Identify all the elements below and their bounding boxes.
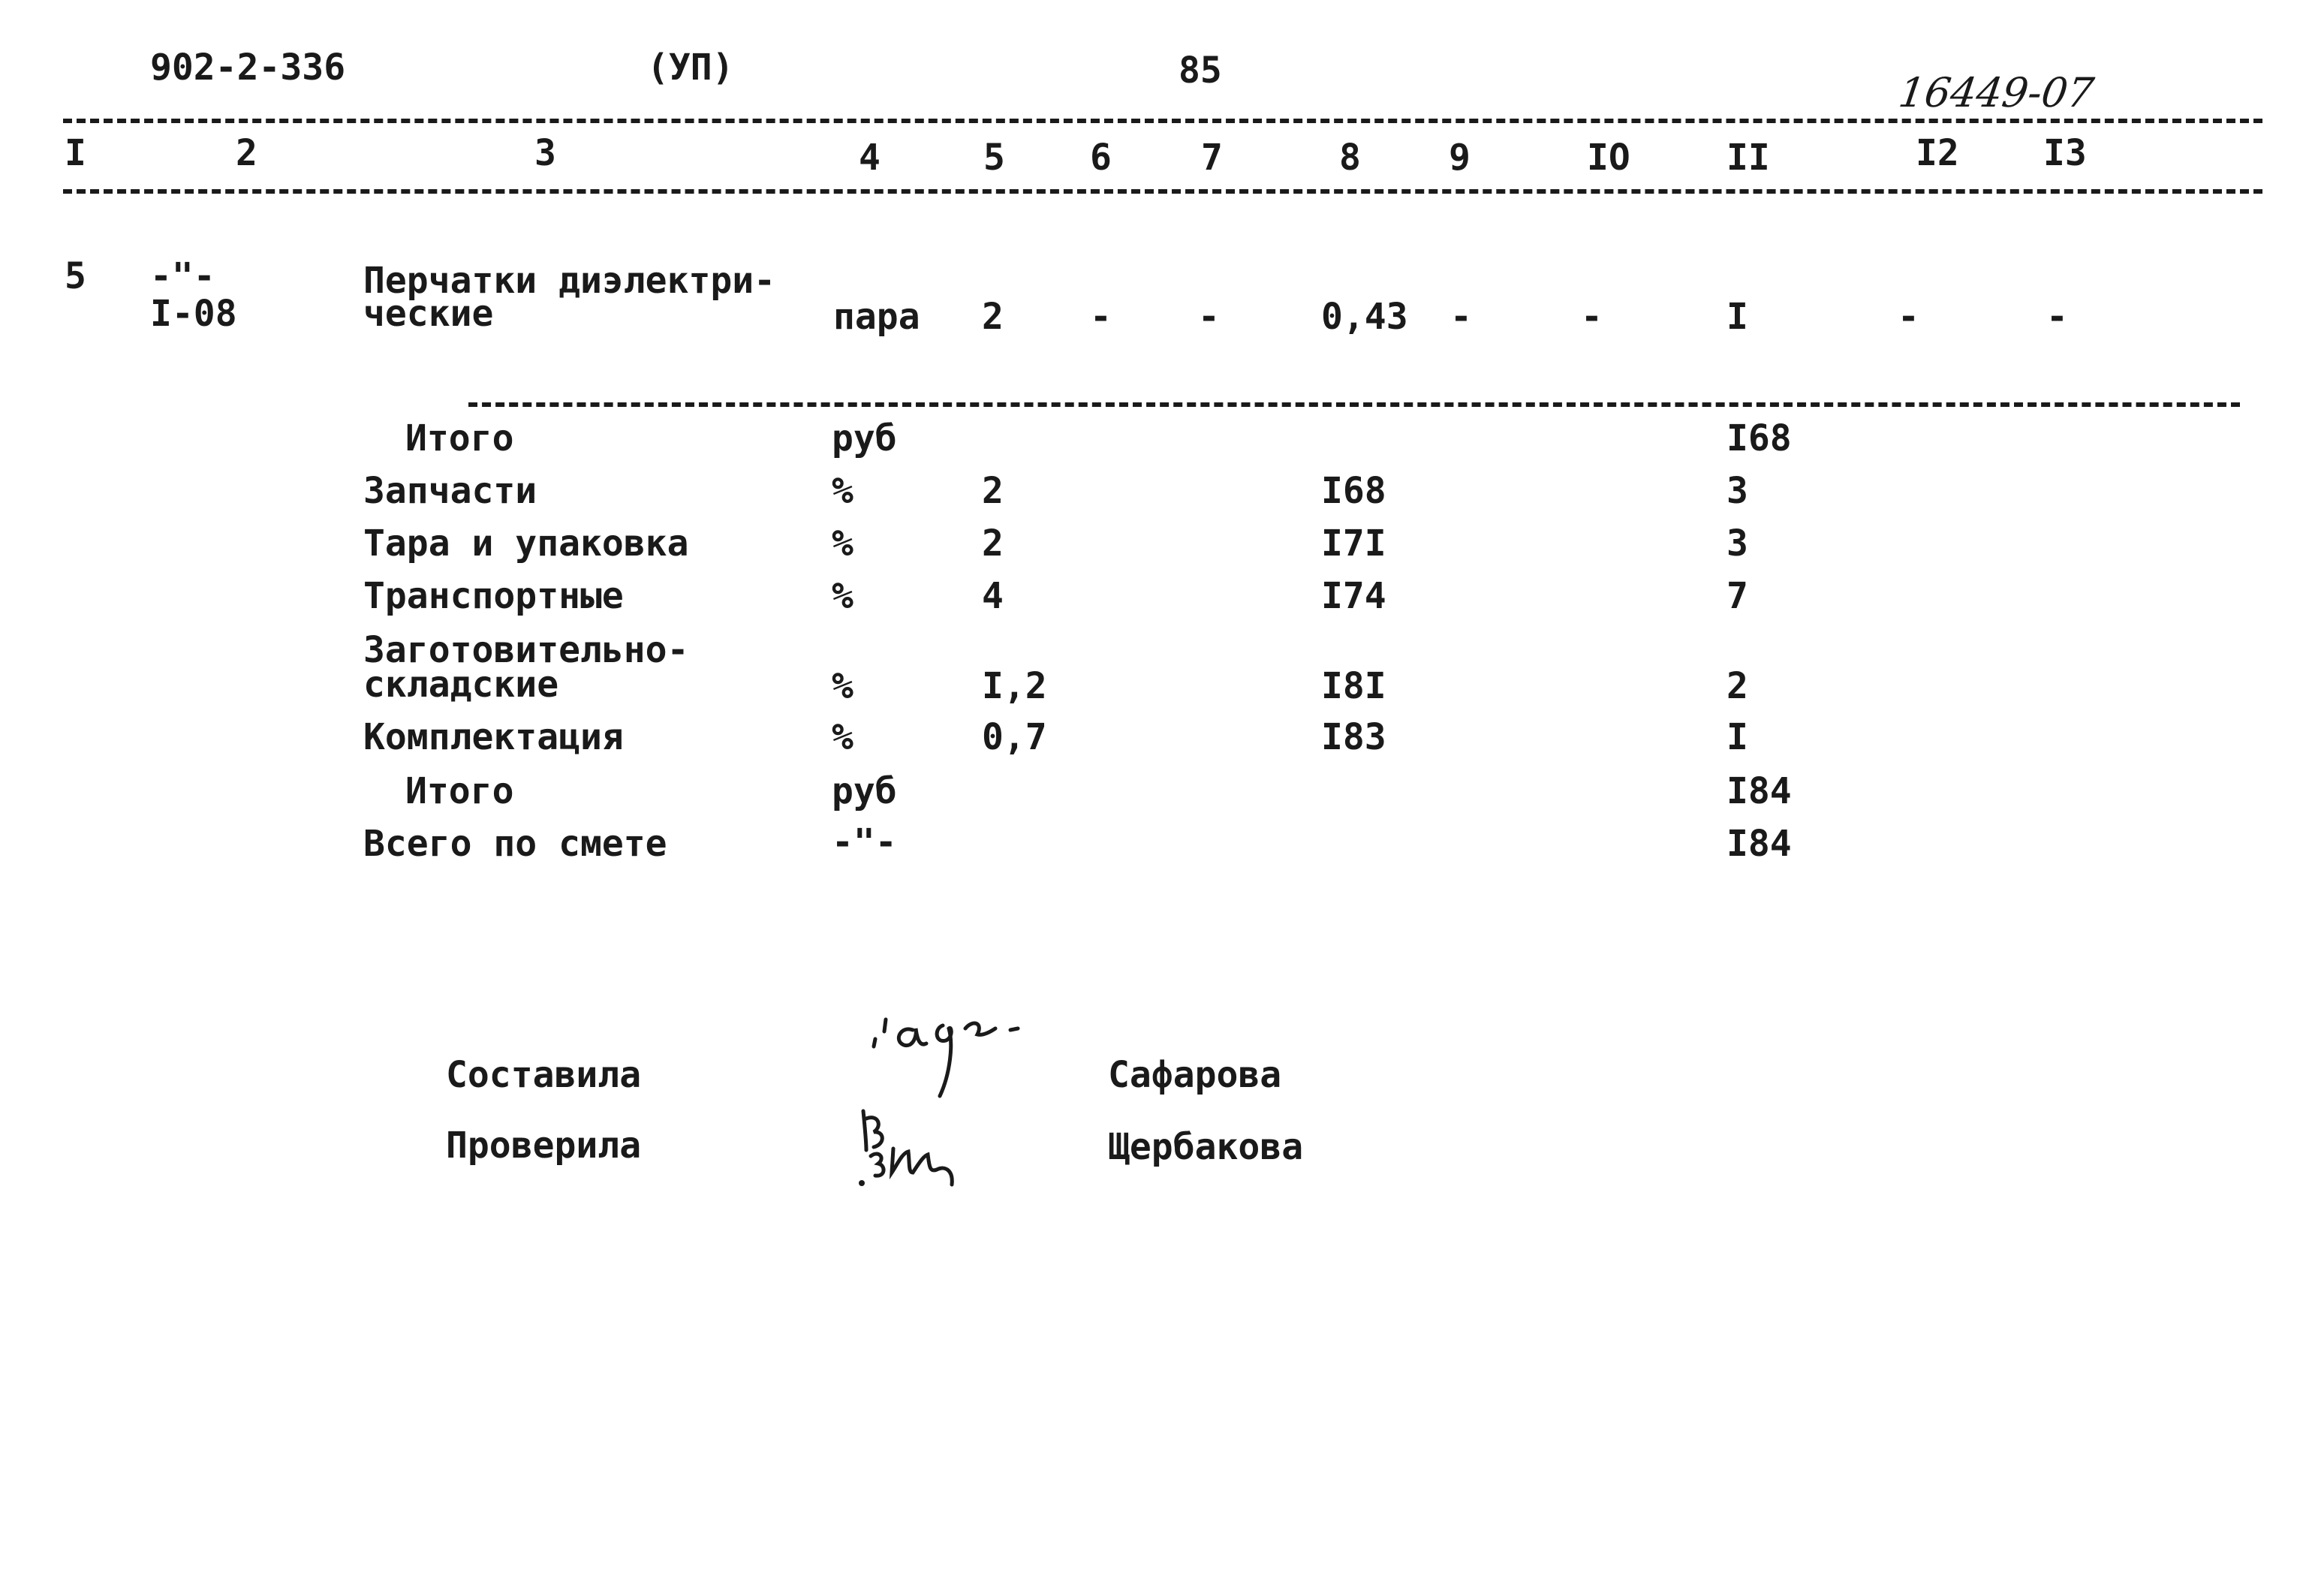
item-ref-code: I-08 (150, 293, 237, 335)
section-code: (УП) (647, 47, 734, 89)
page-number: 85 (1179, 50, 1222, 92)
summary-base: I8I (1321, 665, 1386, 707)
summary-label-line1: Заготовительно- (363, 629, 689, 671)
summary-label: Всего по смете (363, 823, 667, 865)
summary-base: I83 (1321, 716, 1386, 758)
column-header: 8 (1339, 137, 1361, 179)
summary-base: I74 (1321, 575, 1386, 617)
header-rule-top (63, 119, 2262, 123)
summary-base: I68 (1321, 470, 1386, 512)
header-rule-bottom (63, 189, 2262, 194)
item-col7: - (1198, 296, 1220, 338)
item-col8: 0,43 (1321, 296, 1408, 338)
item-col10: - (1581, 296, 1603, 338)
column-header: I3 (2043, 132, 2087, 174)
doc-code: 902-2-336 (150, 47, 346, 89)
item-number: 5 (65, 255, 86, 297)
summary-pct: 2 (982, 470, 1004, 512)
checker-signature (856, 1104, 991, 1201)
summary-value: I84 (1726, 770, 1792, 812)
checked-by-name: Щербакова (1108, 1126, 1304, 1168)
item-ref-ditto: -"- (150, 255, 215, 297)
summary-label: Тара и упаковка (363, 522, 689, 565)
summary-unit: -"- (832, 821, 897, 863)
summary-label: Транспортные (363, 575, 624, 617)
summary-label: Запчасти (363, 470, 537, 512)
summary-unit: % (832, 716, 853, 758)
summary-unit: руб (832, 770, 897, 812)
summary-unit: % (832, 470, 853, 512)
summary-label: Комплектация (363, 716, 624, 758)
column-header: 2 (236, 132, 257, 174)
column-header: I2 (1916, 132, 1959, 174)
column-header: II (1726, 137, 1770, 179)
column-header: 4 (859, 137, 881, 179)
item-col6: - (1090, 296, 1112, 338)
item-name-line2: ческие (363, 293, 494, 335)
item-qty: 2 (982, 296, 1004, 338)
summary-label: Итого (405, 417, 514, 459)
item-name-line1: Перчатки диэлектри- (363, 260, 776, 302)
summary-base: I7I (1321, 522, 1386, 565)
item-col12: - (1898, 296, 1919, 338)
compiler-signature (871, 998, 1051, 1111)
column-header: IO (1587, 137, 1630, 179)
summary-pct: I,2 (982, 665, 1047, 707)
summary-value: 3 (1726, 522, 1748, 565)
item-col11: I (1726, 296, 1748, 338)
summary-value: 2 (1726, 665, 1748, 707)
column-header: 5 (983, 137, 1005, 179)
column-header: 9 (1449, 137, 1471, 179)
summary-unit: % (832, 575, 853, 617)
summary-label: складские (363, 664, 559, 706)
summary-value: I68 (1726, 417, 1792, 459)
item-unit: пара (833, 296, 920, 338)
summary-value: I (1726, 716, 1748, 758)
totals-rule (468, 402, 2240, 407)
handwritten-number: 16449-07 (1895, 69, 2097, 116)
item-col13: - (2046, 296, 2068, 338)
summary-unit: % (832, 522, 853, 565)
item-col9: - (1450, 296, 1472, 338)
summary-value: 3 (1726, 470, 1748, 512)
summary-unit: % (832, 665, 853, 707)
column-header: 3 (534, 132, 556, 174)
summary-label: Итого (405, 770, 514, 812)
summary-pct: 0,7 (982, 716, 1047, 758)
compiled-by-name: Сафарова (1108, 1054, 1282, 1096)
summary-unit: руб (832, 417, 897, 459)
summary-value: 7 (1726, 575, 1748, 617)
column-header: 6 (1090, 137, 1112, 179)
column-header: I (65, 132, 86, 174)
column-header: 7 (1201, 137, 1223, 179)
checked-by-label: Проверила (446, 1125, 642, 1167)
summary-value: I84 (1726, 823, 1792, 865)
summary-pct: 4 (982, 575, 1004, 617)
summary-pct: 2 (982, 522, 1004, 565)
compiled-by-label: Составила (446, 1054, 642, 1096)
